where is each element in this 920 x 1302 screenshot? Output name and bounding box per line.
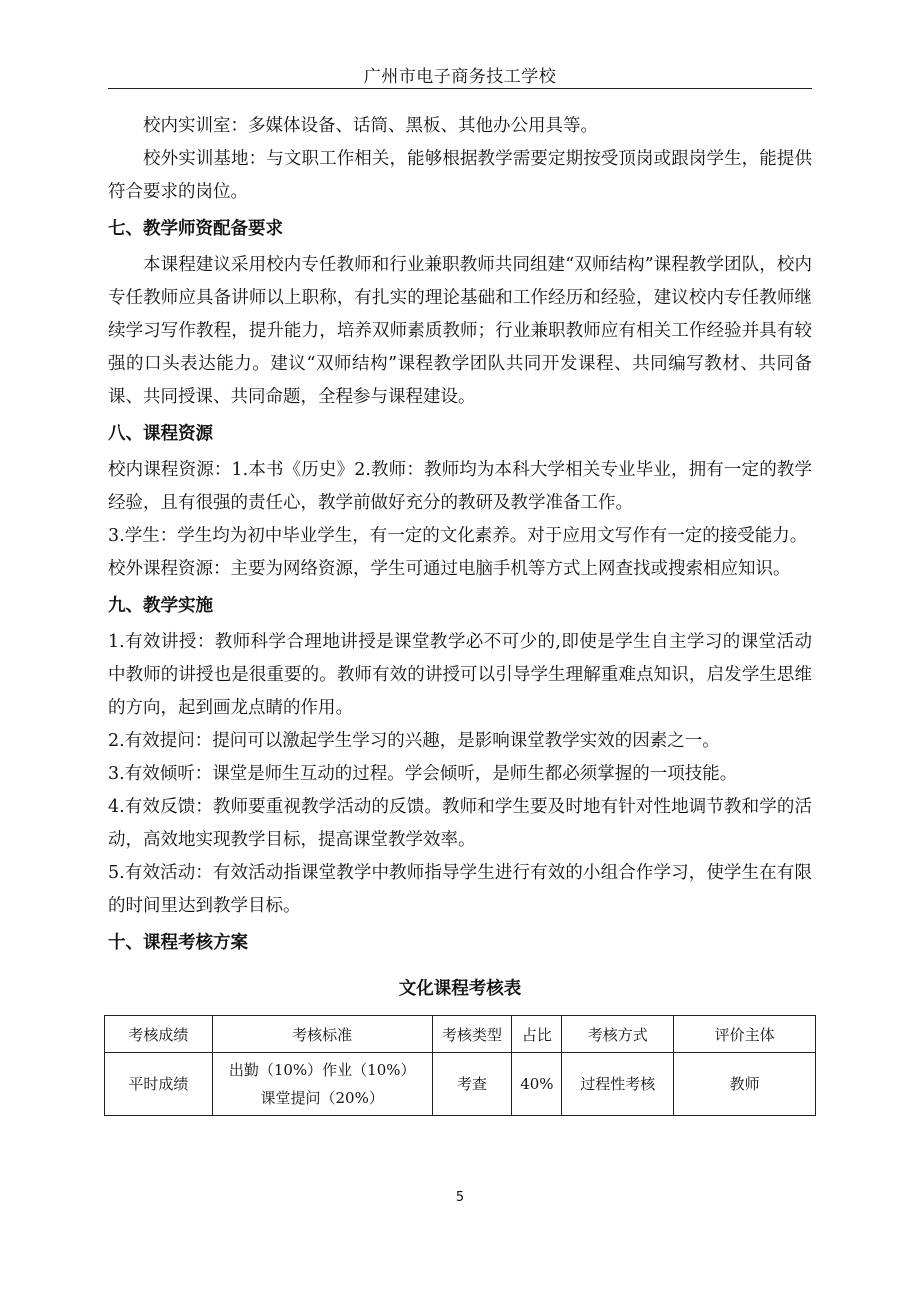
paragraph: 1.有效讲授：教师科学合理地讲授是课堂教学必不可少的,即使是学生自主学习的课堂活动中教师的讲授也是很重要的。教师有效的讲授可以引导学生理解重难点知识，启发学生思维的方向，起到画龙点睛的作用。	[108, 632, 812, 718]
paragraph: 2.有效提问：提问可以激起学生学习的兴趣，是影响课堂教学实效的因素之一。	[108, 731, 720, 751]
table-cell: 40%	[512, 1053, 562, 1116]
paragraph: 本课程建议采用校内专任教师和行业兼职教师共同组建“双师结构”课程教学团队，校内专任教师应具备讲师以上职称，有扎实的理论基础和工作经历和经验，建议校内专任教师继续学习写作教程，提升能力，培养双师素质教师；行业兼职教师应有相关工作经验并具有较强的口头表达能力。建议“双师结构”课程教学团队共同开发课程、共同编写教材、共同备课、共同授课、共同命题，全程参与课程建设。	[108, 255, 812, 407]
paragraph: 5.有效活动：有效活动指课堂教学中教师指导学生进行有效的小组合作学习，使学生在有限的时间里达到教学目标。	[108, 863, 812, 916]
paragraph: 校外实训基地：与文职工作相关，能够根据教学需要定期按受顶岗或跟岗学生，能提供符合要求的岗位。	[108, 149, 812, 202]
table-cell: 过程性考核	[562, 1053, 674, 1116]
paragraph: 校内课程资源：1.本书《历史》2.教师：教师均为本科大学相关专业毕业，拥有一定的教学经验，且有很强的责任心，教学前做好充分的教研及教学准备工作。	[108, 460, 812, 513]
section-heading: 七、教学师资配备要求	[108, 219, 283, 239]
header-cell: 考核方式	[562, 1016, 674, 1053]
text-body	[108, 110, 812, 963]
table-row	[105, 1053, 816, 1116]
page-header-school: 广州市电子商务技工学校	[363, 67, 557, 87]
page-content	[108, 110, 812, 1116]
standard-line: 出勤（10%）作业（10%）	[228, 1061, 416, 1079]
table-cell: 平时成绩	[105, 1053, 213, 1116]
table-header-row	[105, 1016, 816, 1053]
assessment-table	[104, 1015, 816, 1116]
header-cell: 考核标准	[212, 1016, 432, 1053]
header-cell: 评价主体	[674, 1016, 816, 1053]
paragraph: 校内实训室：多媒体设备、话筒、黑板、其他办公用具等。	[143, 116, 598, 136]
paragraph: 4.有效反馈：教师要重视教学活动的反馈。教师和学生要及时地有针对性地调节教和学的活动，高效地实现教学目标，提高课堂教学效率。	[108, 797, 812, 850]
paragraph: 3.有效倾听：课堂是师生互动的过程。学会倾听，是师生都必须掌握的一项技能。	[108, 764, 738, 784]
header-cell: 占比	[512, 1016, 562, 1053]
page-number: 5	[455, 1190, 465, 1205]
section-heading: 九、教学实施	[108, 596, 213, 616]
paragraph: 校外课程资源：主要为网络资源，学生可通过电脑手机等方式上网查找或搜索相应知识。	[108, 559, 791, 579]
header-cell: 考核成绩	[105, 1016, 213, 1053]
paragraph: 3.学生：学生均为初中毕业学生，有一定的文化素养。对于应用文写作有一定的接受能力。	[108, 526, 808, 546]
table-cell: 教师	[674, 1053, 816, 1116]
table-cell: 考查	[432, 1053, 512, 1116]
header-cell: 考核类型	[432, 1016, 512, 1053]
table-cell-standard	[212, 1053, 432, 1116]
section-heading: 十、课程考核方案	[108, 933, 248, 953]
header-rule	[108, 88, 812, 89]
section-heading: 八、课程资源	[108, 424, 213, 444]
standard-line: 课堂提问（20%）	[260, 1089, 384, 1107]
table-caption: 文化课程考核表	[398, 979, 522, 999]
